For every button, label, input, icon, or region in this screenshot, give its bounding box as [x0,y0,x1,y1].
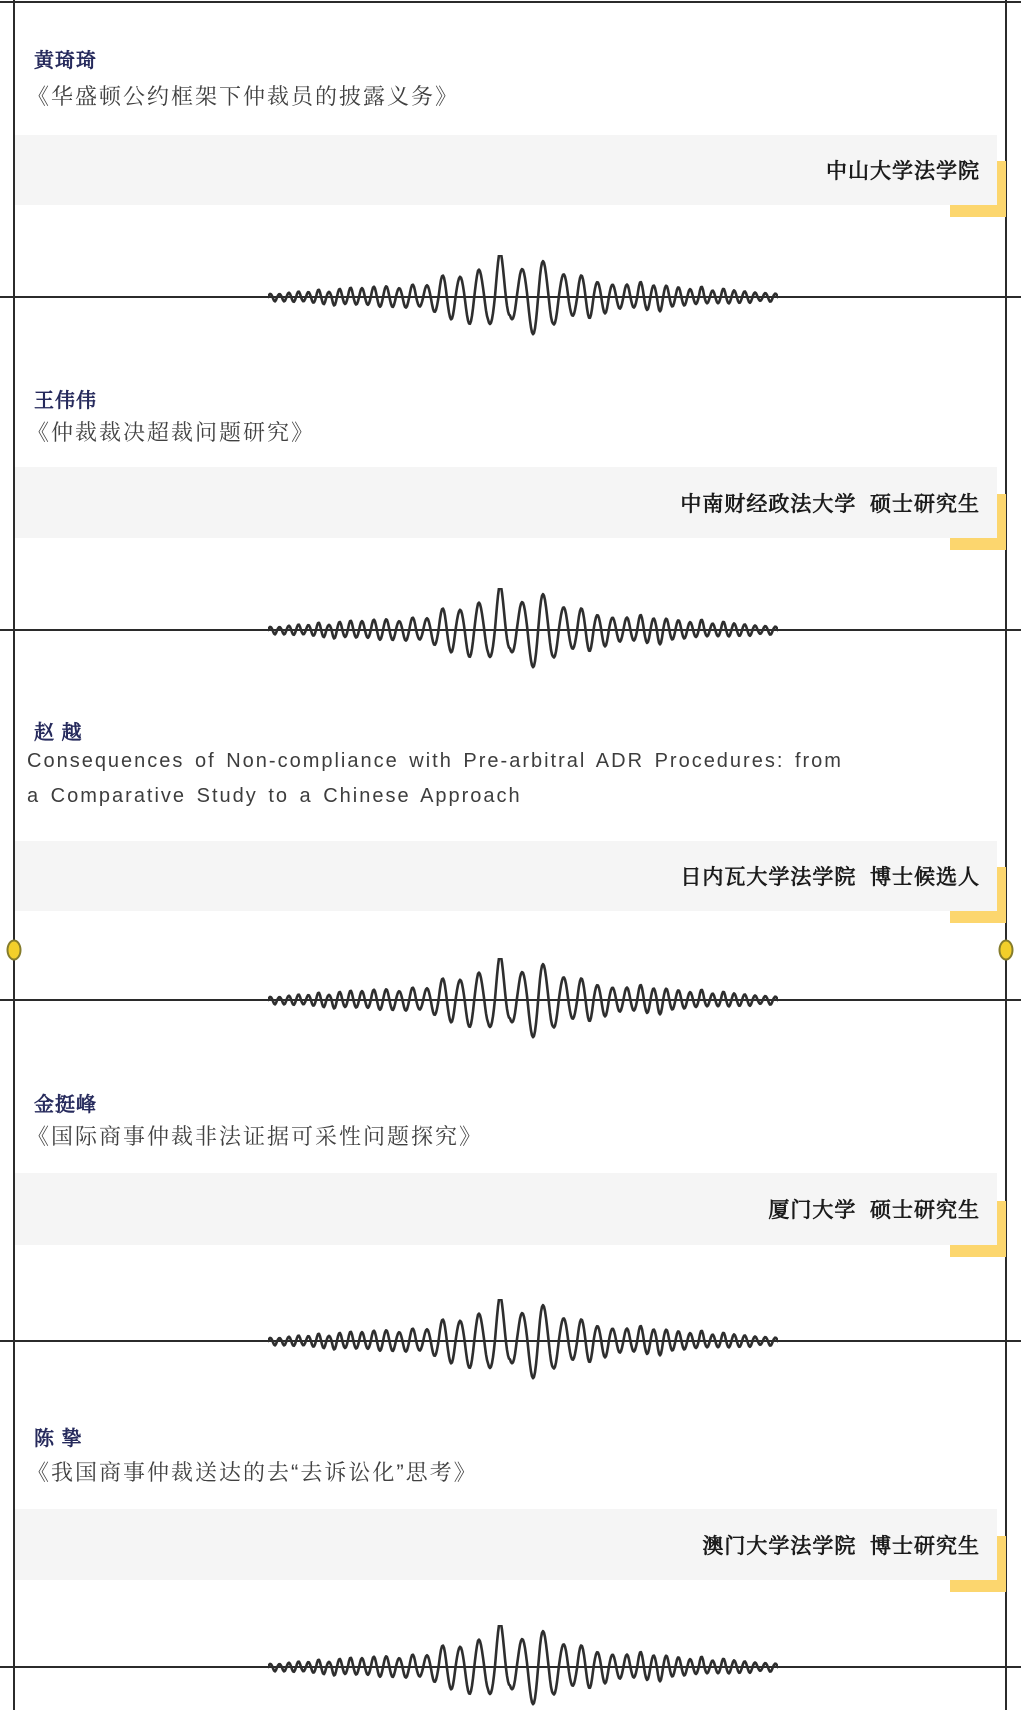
audio-waveform-icon [268,958,778,1042]
affiliation-banner [15,135,997,205]
affiliation-banner-surface [15,467,997,538]
speaker-name: 金挺峰 [34,1094,97,1116]
waveform-divider [0,1299,1021,1383]
affiliation-banner-surface [15,1173,997,1245]
paper-title: 《仲裁裁决超裁问题研究》 [27,420,316,445]
speaker-name: 黄琦琦 [34,50,97,72]
affiliation-banner [15,841,997,911]
waveform-divider [0,958,1021,1042]
paper-title: 《国际商事仲裁非法证据可采性问题探究》 [27,1124,484,1149]
speaker-name: 赵 越 [34,722,83,744]
frame-top-line [0,1,1021,3]
audio-waveform-icon [268,255,778,339]
affiliation-text: 澳门大学法学院 博士研究生 [702,1534,980,1558]
speaker-name: 王伟伟 [34,390,97,412]
affiliation-banner [15,467,997,538]
speaker-name: 陈 挚 [34,1428,83,1450]
waveform-divider [0,1625,1021,1709]
paper-title: 《我国商事仲裁送达的去“去诉讼化”思考》 [27,1460,478,1485]
affiliation-text: 厦门大学 硕士研究生 [768,1199,980,1222]
affiliation-banner-surface [15,135,997,205]
paper-title-line-1: Consequences of Non-compliance with Pre-arbitral ADR Procedures: from [27,750,843,772]
paper-title-line-2: a Comparative Study to a Chinese Approach [27,785,522,807]
affiliation-text: 中南财经政法大学 硕士研究生 [680,492,980,516]
waveform-divider [0,588,1021,672]
audio-waveform-icon [268,1625,778,1709]
audio-waveform-icon [268,1299,778,1383]
affiliation-text: 中山大学法学院 [826,160,980,183]
affiliation-banner-surface [15,841,997,911]
paper-title: 《华盛顿公约框架下仲裁员的披露义务》 [27,84,460,109]
audio-waveform-icon [268,588,778,672]
affiliation-banner-surface [15,1509,997,1580]
affiliation-banner [15,1173,997,1245]
affiliation-text: 日内瓦大学法学院 博士候选人 [680,866,980,889]
affiliation-banner [15,1509,997,1580]
waveform-divider [0,255,1021,339]
